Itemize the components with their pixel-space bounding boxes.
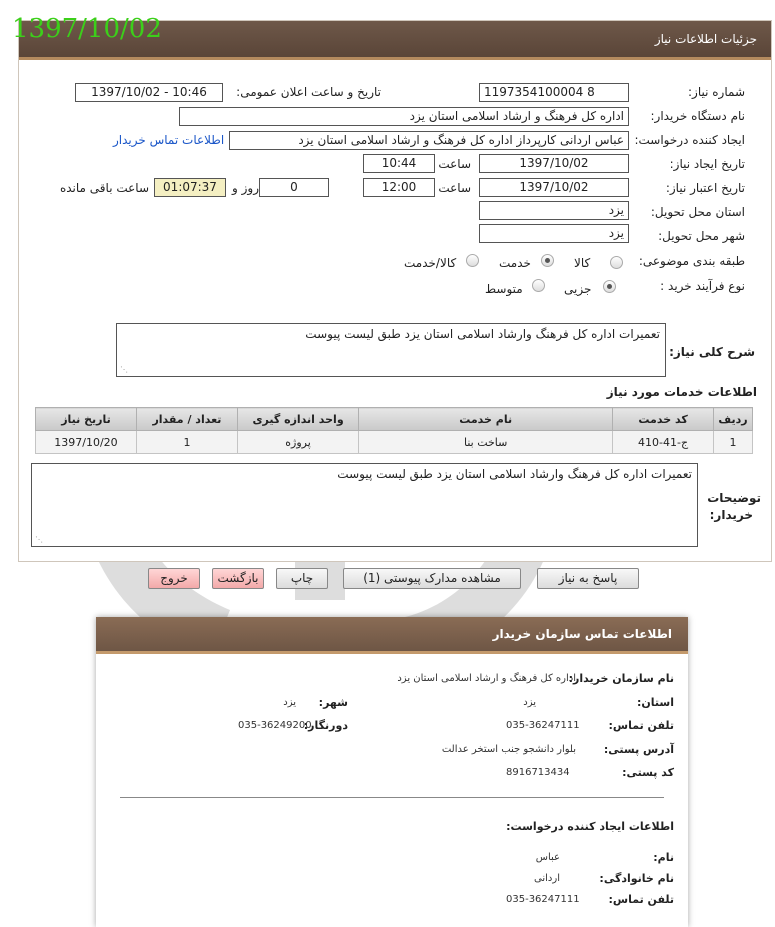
validity-time-field[interactable] <box>363 178 435 197</box>
announce-value: 1397/10/02 - 10:46 <box>91 85 207 99</box>
requester-field[interactable] <box>229 131 629 150</box>
province-label: استان محل تحویل: <box>650 205 745 219</box>
panel-title: جزئیات اطلاعات نیاز <box>654 32 757 46</box>
created-time-value: 10:44 <box>381 156 417 170</box>
cell-unit: پروژه <box>237 431 358 454</box>
validity-date-value: 1397/10/02 <box>519 180 589 194</box>
requester-label: ایجاد کننده درخواست: <box>634 133 745 147</box>
created-time-label: ساعت <box>438 157 471 171</box>
cell-row: 1 <box>714 431 753 454</box>
need-details-panel <box>18 20 772 562</box>
contact-postal-value: 8916713434 <box>506 767 570 778</box>
validity-time-value: 12:00 <box>381 180 417 194</box>
created-date-field[interactable] <box>479 154 629 173</box>
contact-postal-label: کد پستی: <box>622 766 674 779</box>
announce-label: تاریخ و ساعت اعلان عمومی: <box>236 85 381 99</box>
contact-city-label: شهر: <box>318 696 348 709</box>
buyer-org-value: اداره کل فرهنگ و ارشاد اسلامی استان یزد <box>409 109 624 123</box>
creator-section-title: اطلاعات ایجاد کننده درخواست: <box>506 820 674 833</box>
created-date-label: تاریخ ایجاد نیاز: <box>669 157 745 171</box>
creator-first-name-value: عباس <box>535 852 560 863</box>
summary-text: تعمیرات اداره کل فرهنگ وارشاد اسلامی استان یزد طبق لیست پیوست <box>305 327 660 341</box>
col-quantity-header: تعداد / مقدار <box>136 408 237 431</box>
city-label: شهر محل تحویل: <box>658 229 745 243</box>
overlay-date-stamp: 1397/10/02 <box>12 14 162 44</box>
days-field[interactable] <box>259 178 329 197</box>
category-goods-service-label: کالا/خدمت <box>404 256 457 270</box>
days-label: روز و <box>232 181 259 195</box>
category-goods-label: کالا <box>574 256 591 270</box>
days-value: 0 <box>290 180 298 194</box>
print-button[interactable]: چاپ <box>276 568 328 589</box>
remaining-time-value: 01:07:37 <box>163 180 217 194</box>
buyer-org-label: نام دستگاه خریدار: <box>650 109 745 123</box>
buyer-org-field[interactable] <box>179 107 629 126</box>
contact-title: اطلاعات تماس سازمان خریدار <box>492 627 672 641</box>
process-partial-label: جزیی <box>564 282 592 296</box>
category-service-radio[interactable] <box>541 254 554 267</box>
contact-org-value: اداره کل فرهنگ و ارشاد اسلامی استان یزد <box>397 673 576 684</box>
reply-button[interactable]: پاسخ به نیاز <box>537 568 639 589</box>
process-medium-label: متوسط <box>485 282 523 296</box>
process-partial-radio[interactable] <box>603 280 616 293</box>
validity-date-field[interactable] <box>479 178 629 197</box>
services-header-row <box>36 408 753 431</box>
contact-fax-value: 035-36249200 <box>238 720 312 731</box>
summary-label: شرح کلی نیاز: <box>669 345 755 359</box>
contact-address-value: بلوار دانشجو جنب استخر عدالت <box>441 744 576 755</box>
created-time-field[interactable] <box>363 154 435 173</box>
back-button[interactable]: بازگشت <box>212 568 264 589</box>
view-attachments-button[interactable]: مشاهده مدارک پیوستی (1) <box>343 568 521 589</box>
cell-service-name: ساخت بنا <box>359 431 613 454</box>
contact-header <box>96 617 688 654</box>
buyer-contact-link[interactable]: اطلاعات تماس خریدار <box>113 133 225 147</box>
contact-divider <box>120 797 664 798</box>
category-service-label: خدمت <box>499 256 531 270</box>
validity-label: تاریخ اعتبار نیاز: <box>665 181 745 195</box>
services-table <box>35 407 753 454</box>
buyer-notes-text: تعمیرات اداره کل فرهنگ وارشاد اسلامی استان یزد طبق لیست پیوست <box>337 467 692 481</box>
resize-grip-icon[interactable]: ⋰ <box>120 365 128 374</box>
process-type-label: نوع فرآیند خرید : <box>660 279 745 293</box>
need-number-label: شماره نیاز: <box>688 85 745 99</box>
buyer-contact-panel <box>96 617 688 927</box>
col-service-code-header: کد خدمت <box>613 408 714 431</box>
city-value: یزد <box>608 226 624 240</box>
creator-first-name-label: نام: <box>653 851 674 864</box>
contact-province-label: استان: <box>637 696 674 709</box>
created-date-value: 1397/10/02 <box>519 156 589 170</box>
creator-last-name-value: اردانی <box>534 873 560 884</box>
buyer-notes-label-1: توضیحات <box>707 491 761 505</box>
need-number-field[interactable] <box>479 83 629 102</box>
announce-field[interactable] <box>75 83 223 102</box>
col-need-date-header: تاریخ نیاز <box>36 408 137 431</box>
requester-value: عباس اردانی کارپرداز اداره کل فرهنگ و ارشاد اسلامی استان یزد <box>298 133 624 147</box>
cell-need-date: 1397/10/20 <box>36 431 137 454</box>
category-goods-radio[interactable] <box>610 256 623 269</box>
resize-grip-icon[interactable]: ⋰ <box>35 535 43 544</box>
province-value: یزد <box>608 203 624 217</box>
summary-textarea[interactable] <box>116 323 666 377</box>
contact-org-label: نام سازمان خریدار: <box>568 672 674 685</box>
contact-city-value: یزد <box>283 697 296 708</box>
col-service-name-header: نام خدمت <box>359 408 613 431</box>
validity-time-label: ساعت <box>438 181 471 195</box>
contact-fax-label: دورنگار: <box>303 719 348 732</box>
creator-phone-value: 035-36247111 <box>506 894 580 905</box>
contact-phone-label: تلفن تماس: <box>608 719 674 732</box>
buyer-notes-textarea[interactable] <box>31 463 698 547</box>
buyer-notes-label-2: خریدار: <box>709 508 753 522</box>
services-section-title: اطلاعات خدمات مورد نیاز <box>606 385 757 399</box>
province-field[interactable] <box>479 201 629 220</box>
process-medium-radio[interactable] <box>532 279 545 292</box>
creator-phone-label: تلفن تماس: <box>608 893 674 906</box>
cell-quantity: 1 <box>136 431 237 454</box>
cell-service-code: ج-41-410 <box>613 431 714 454</box>
col-unit-header: واحد اندازه گیری <box>237 408 358 431</box>
city-field[interactable] <box>479 224 629 243</box>
category-label: طبقه بندی موضوعی: <box>638 254 745 268</box>
need-number-value: 1197354100004 8 <box>484 85 595 99</box>
contact-address-label: آدرس پستی: <box>603 743 674 756</box>
creator-last-name-label: نام خانوادگی: <box>599 872 674 885</box>
contact-phone-value: 035-36247111 <box>506 720 580 731</box>
table-row[interactable] <box>36 431 753 454</box>
contact-province-value: یزد <box>523 697 536 708</box>
remaining-label: ساعت باقی مانده <box>59 181 149 195</box>
col-row-header: ردیف <box>714 408 753 431</box>
category-goods-service-radio[interactable] <box>466 254 479 267</box>
remaining-time-field <box>154 178 226 197</box>
exit-button[interactable]: خروج <box>148 568 200 589</box>
